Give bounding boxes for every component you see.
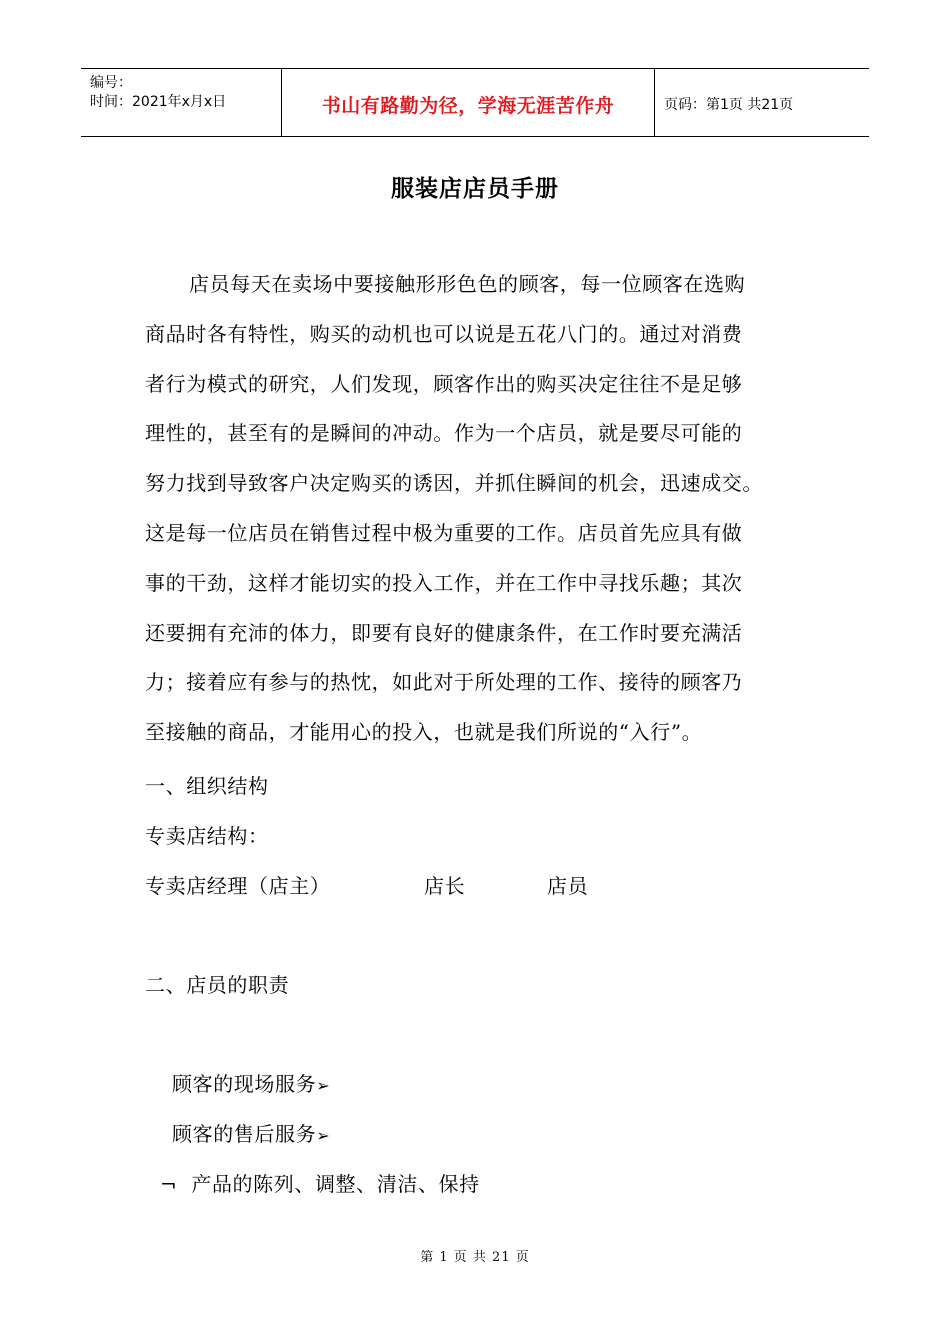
paragraph-line: 力；接着应有参与的热忱，如此对于所处理的工作、接待的顾客乃 xyxy=(145,670,743,695)
header-motto-cell xyxy=(281,69,655,136)
time-label: 时间：2021年x月x日 xyxy=(90,94,227,110)
role-store-manager: 专卖店经理（店主） xyxy=(145,874,331,898)
motto: 书山有路勤为径，学海无涯苦作舟 xyxy=(321,95,615,117)
header-table xyxy=(81,68,869,137)
duty-item-label: 产品的陈列、调整、清洁、保持 xyxy=(191,1172,480,1196)
number-label: 编号： xyxy=(90,75,132,91)
intro-paragraph xyxy=(145,264,825,762)
arrow-bullet-icon: ➢ xyxy=(316,1126,331,1145)
paragraph-line: 者行为模式的研究，人们发现，顾客作出的购买决定往往不是足够 xyxy=(145,371,743,396)
header-page-cell xyxy=(654,69,869,136)
role-clerk: 店员 xyxy=(547,874,589,898)
duty-item xyxy=(172,1118,330,1147)
not-sign-bullet-icon: ¬ xyxy=(160,1172,178,1196)
paragraph-line: 努力找到导致客户决定购买的诱因，并抓住瞬间的机会，迅速成交。 xyxy=(145,471,763,496)
section1-heading: 一、组织结构 xyxy=(145,774,269,798)
paragraph-line: 还要拥有充沛的体力，即要有良好的健康条件，在工作时要充满活 xyxy=(145,620,743,645)
document-title: 服装店店员手册 xyxy=(391,176,559,202)
page-info: 页码：第1页 共21页 xyxy=(664,97,794,113)
section1-subheading: 专卖店结构： xyxy=(145,824,269,848)
paragraph-line: 事的干劲，这样才能切实的投入工作，并在工作中寻找乐趣；其次 xyxy=(145,570,743,595)
duty-item xyxy=(172,1068,330,1097)
arrow-bullet-icon: ➢ xyxy=(316,1076,331,1095)
paragraph-line: 这是每一位店员在销售过程中极为重要的工作。店员首先应具有做 xyxy=(145,520,743,545)
duty-item-label: 顾客的现场服务 xyxy=(172,1072,317,1096)
page-footer: 第 1 页 共 21 页 xyxy=(420,1250,530,1265)
duty-item xyxy=(160,1168,480,1197)
header-info-cell xyxy=(81,69,281,136)
section2-heading: 二、店员的职责 xyxy=(145,973,290,997)
duty-item-label: 顾客的售后服务 xyxy=(172,1122,317,1146)
paragraph-line: 理性的，甚至有的是瞬间的冲动。作为一个店员，就是要尽可能的 xyxy=(145,421,743,446)
paragraph-line: 至接触的商品，才能用心的投入，也就是我们所说的“入行”。 xyxy=(145,720,703,745)
paragraph-line: 商品时各有特性，购买的动机也可以说是五花八门的。通过对消费 xyxy=(145,321,743,346)
role-shop-head: 店长 xyxy=(424,874,466,898)
paragraph-line: 店员每天在卖场中要接触形形色色的顾客，每一位顾客在选购 xyxy=(189,272,746,296)
